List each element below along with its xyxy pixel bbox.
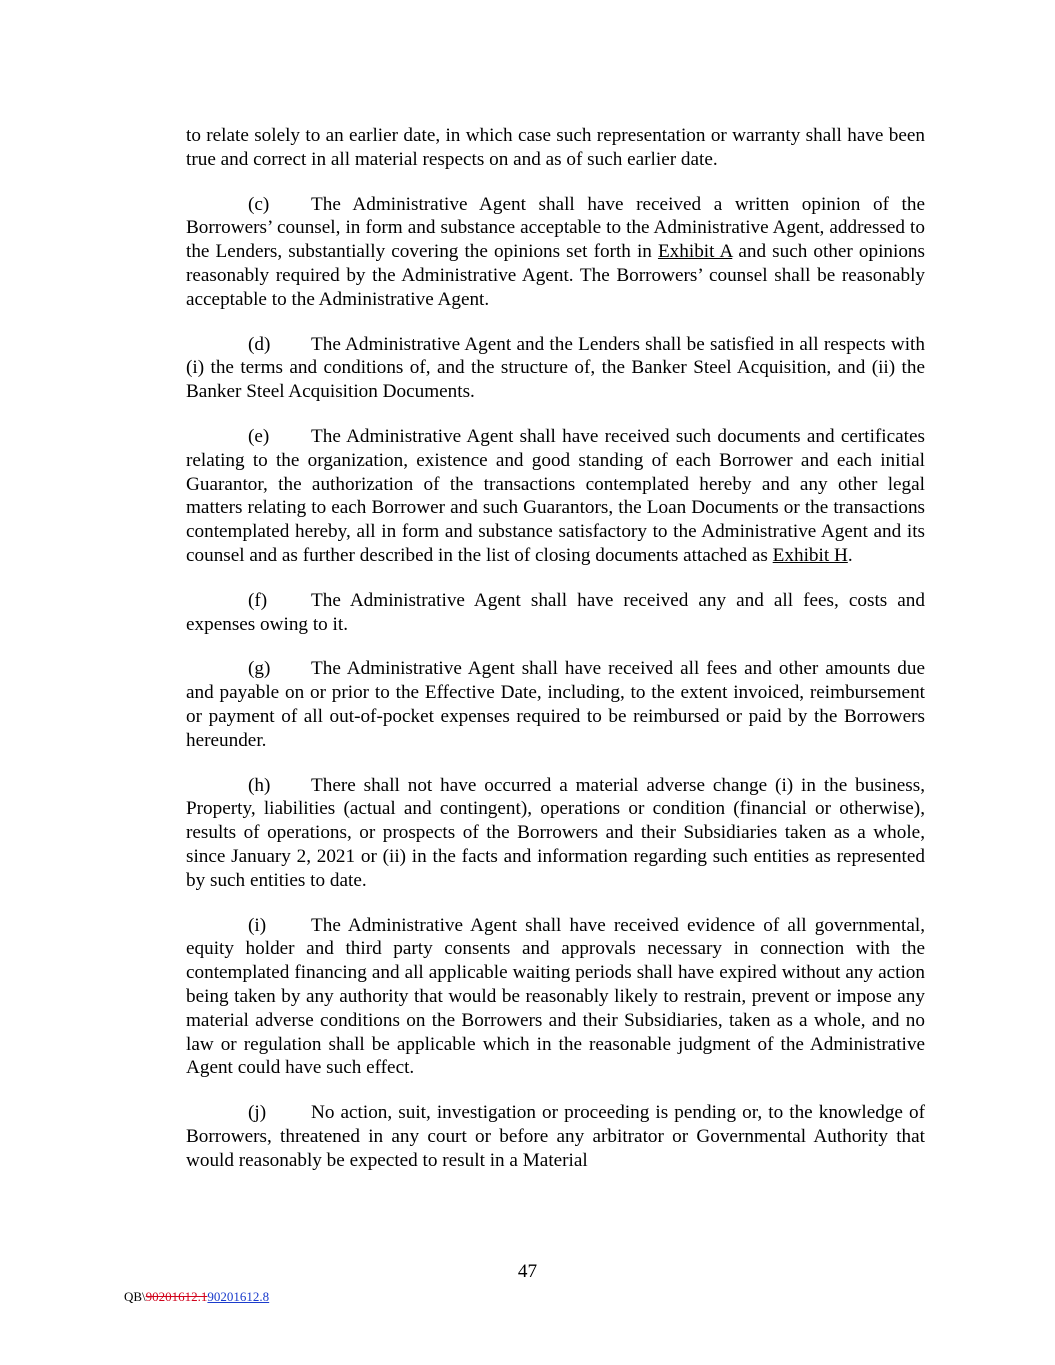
page-number: 47	[517, 1261, 538, 1282]
paragraph-label-e: (e)	[248, 425, 270, 447]
paragraph-text-h: There shall not have occurred a material adverse change (i) in the business, Property, liabilities (actual and contingent), operations or condition (financial or otherwise), results of operations, or prospects of the Borrowers and their Subsidiaries taken as a whole, since January 2, 2021 or (ii) in the facts and information regarding such entities as represented by such entities to date.	[186, 774, 925, 891]
exhibit-a-reference: Exhibit A	[657, 241, 733, 263]
document-id-footer	[124, 1289, 269, 1305]
paragraph-g	[186, 657, 925, 752]
intro-paragraph	[186, 124, 925, 172]
paragraph-h	[186, 774, 925, 893]
paragraph-i	[186, 914, 925, 1081]
paragraph-text-f: The Administrative Agent shall have received any and all fees, costs and expenses owing to it.	[186, 589, 925, 635]
paragraph-text-g: The Administrative Agent shall have received all fees and other amounts due and payable on or prior to the Effective Date, including, to the extent invoiced, reimbursement or payment of all out-of-pocket expenses required to be reimbursed or paid by the Borrowers hereunder.	[186, 658, 925, 751]
exhibit-h-reference: Exhibit H	[772, 544, 848, 566]
doc-id-deleted-revision: 90201612.1	[145, 1289, 208, 1304]
paragraph-text-c-after: and such other opinions reasonably required by the Administrative Agent. The Borrowers’ counsel shall be reasonably acceptable to the Administrative Agent.	[186, 241, 925, 310]
intro-text: to relate solely to an earlier date, in which case such representation or warranty shall have been true and correct in all material respects on and as of such earlier date.	[186, 125, 925, 170]
doc-id-prefix: QB\	[124, 1289, 146, 1304]
paragraph-text-i: The Administrative Agent shall have received evidence of all governmental, equity holder and third party consents and approvals necessary in connection with the contemplated financing and all applicable waiting periods shall have expired without any action being taken by any authority that would be reasonably likely to restrain, prevent or impose any material adverse conditions on the Borrowers and their Subsidiaries, taken as a whole, and no law or regulation shall be applicable which in the reasonable judgment of the Administrative Agent could have such effect.	[186, 914, 925, 1079]
paragraph-text-j: No action, suit, investigation or proceeding is pending or, to the knowledge of Borrowers, threatened in any court or before any arbitrator or Governmental Authority that would reasonably be expected to result in a Material	[186, 1102, 925, 1171]
document-body	[186, 124, 925, 1193]
paragraph-label-g: (g)	[248, 658, 271, 680]
paragraph-text-e-after: .	[847, 544, 853, 566]
paragraph-label-f: (f)	[248, 589, 268, 611]
paragraph-text-c-before: The Administrative Agent shall have received a written opinion of the Borrowers’ counsel, in form and substance acceptable to the Administrative Agent, addressed to the Lenders, substantially covering the opinions set forth in	[186, 193, 925, 263]
paragraph-d	[186, 333, 925, 404]
doc-id-inserted-revision: 90201612.8	[207, 1289, 270, 1304]
paragraph-label-c: (c)	[248, 193, 270, 215]
paragraph-text-e-before: The Administrative Agent shall have received such documents and certificates relating to the organization, existence and good standing of each Borrower and each initial Guarantor, the authorization of the transactions contemplated hereby and any other legal matters relating to each Borrower and such Guarantors, the Loan Documents or the transactions contemplated hereby, all in form and substance satisfactory to the Administrative Agent and its counsel and as further described in the list of closing documents attached as	[186, 425, 925, 566]
paragraph-label-j: (j)	[248, 1102, 267, 1124]
paragraph-f	[186, 589, 925, 637]
paragraph-j	[186, 1101, 925, 1172]
paragraph-label-i: (i)	[248, 914, 267, 936]
paragraph-text-d: The Administrative Agent and the Lenders shall be satisfied in all respects with (i) the terms and conditions of, and the structure of, the Banker Steel Acquisition, and (ii) the Banker Steel Acquisition Documents.	[186, 333, 925, 403]
paragraph-label-d: (d)	[248, 333, 271, 355]
paragraph-c	[186, 193, 925, 312]
paragraph-label-h: (h)	[248, 774, 271, 796]
paragraph-e	[186, 425, 925, 568]
